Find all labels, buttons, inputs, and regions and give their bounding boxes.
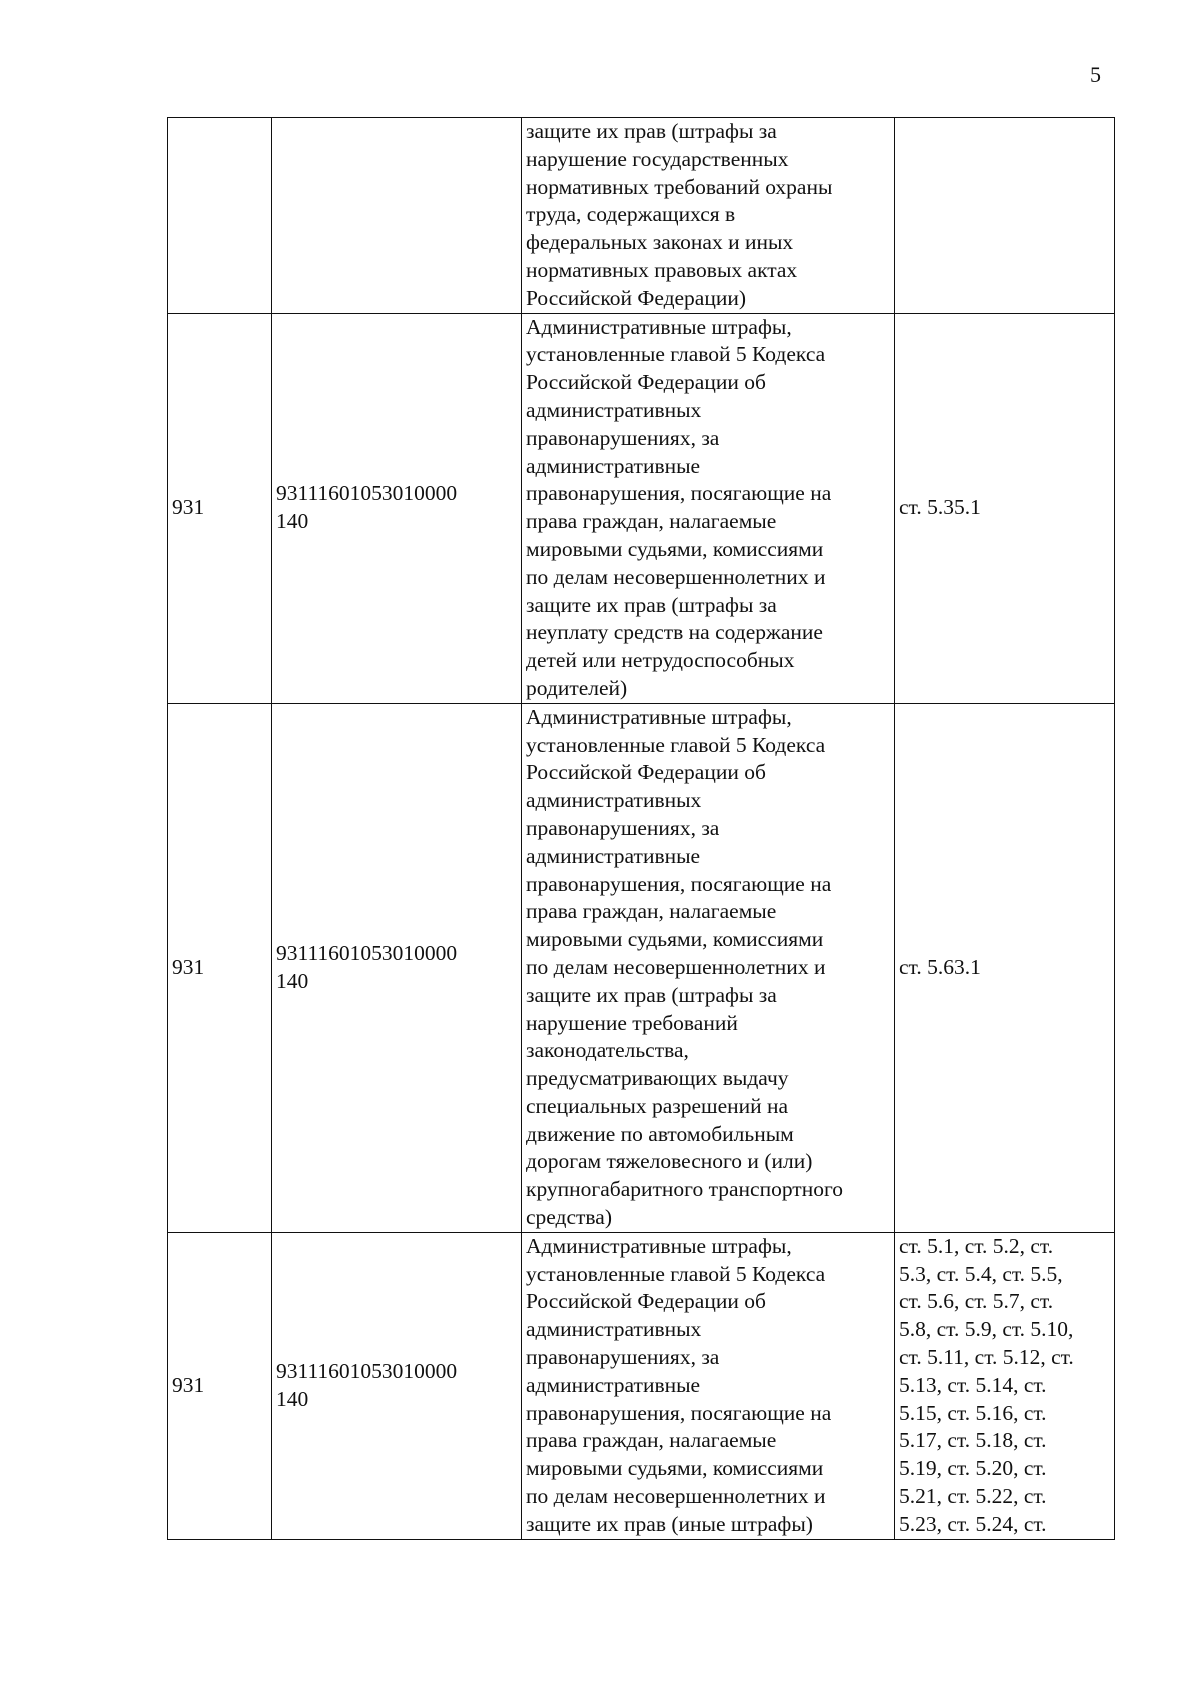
admin-code-cell: 931 xyxy=(168,313,272,703)
description-cell xyxy=(522,1232,895,1539)
description-line: права граждан, налагаемые xyxy=(526,899,777,924)
article-line: 5.15, ст. 5.16, ст. xyxy=(899,1400,1047,1425)
description-line: нормативных требований охраны xyxy=(526,174,833,199)
description-line: права граждан, налагаемые xyxy=(526,509,777,534)
description-line: федеральных законах и иных xyxy=(526,230,794,255)
article-line: 5.3, ст. 5.4, ст. 5.5, xyxy=(899,1261,1063,1286)
description-line: защите их прав (штрафы за xyxy=(526,119,777,143)
article-line: 5.13, ст. 5.14, ст. xyxy=(899,1372,1047,1397)
article-line: ст. 5.6, ст. 5.7, ст. xyxy=(899,1289,1054,1314)
description-line: Административные штрафы, xyxy=(526,314,792,339)
admin-code-cell: 931 xyxy=(168,1232,272,1539)
description-line: административные xyxy=(526,1372,701,1397)
description-line: специальных разрешений на xyxy=(526,1093,789,1118)
description-line: права граждан, налагаемые xyxy=(526,1428,777,1453)
description-line: мировыми судьями, комиссиями xyxy=(526,1456,824,1481)
description-line: крупногабаритного транспортного xyxy=(526,1177,843,1202)
budget-code-line: 140 xyxy=(276,509,309,534)
table-row xyxy=(168,703,1115,1232)
description-line: неуплату средств на содержание xyxy=(526,620,823,645)
article-line: ст. 5.63.1 xyxy=(899,954,981,979)
description-line: правонарушениях, за xyxy=(526,1345,720,1370)
description-cell xyxy=(522,313,895,703)
budget-code-cell xyxy=(272,1232,522,1539)
description-line: административные xyxy=(526,843,701,868)
budget-codes-table xyxy=(167,117,1115,1540)
article-cell xyxy=(895,1232,1115,1539)
article-line: 5.19, ст. 5.20, ст. xyxy=(899,1456,1047,1481)
description-line: по делам несовершеннолетних и xyxy=(526,954,826,979)
article-line: 5.21, ст. 5.22, ст. xyxy=(899,1484,1047,1509)
description-line: средства) xyxy=(526,1205,612,1230)
description-line: дорогам тяжеловесного и (или) xyxy=(526,1149,813,1174)
description-line: Российской Федерации) xyxy=(526,285,747,310)
description-line: защите их прав (штрафы за xyxy=(526,982,777,1007)
description-line: защите их прав (иные штрафы) xyxy=(526,1511,813,1536)
budget-code-line: 93111601053010000 xyxy=(276,481,458,506)
table-row xyxy=(168,1232,1115,1539)
article-line: ст. 5.1, ст. 5.2, ст. xyxy=(899,1233,1054,1258)
budget-code-cell xyxy=(272,313,522,703)
article-line: 5.17, ст. 5.18, ст. xyxy=(899,1428,1047,1453)
budget-code-line: 140 xyxy=(276,1386,309,1411)
description-line: правонарушениях, за xyxy=(526,425,720,450)
description-line: Административные штрафы, xyxy=(526,704,792,729)
budget-code-line: 140 xyxy=(276,968,309,993)
description-line: установленные главой 5 Кодекса xyxy=(526,732,826,757)
description-line: Административные штрафы, xyxy=(526,1233,792,1258)
description-line: мировыми судьями, комиссиями xyxy=(526,536,824,561)
description-line: административных xyxy=(526,788,702,813)
page-number: 5 xyxy=(1090,62,1101,87)
description-line: законодательства, xyxy=(526,1038,689,1063)
description-cell xyxy=(522,118,895,314)
description-line: детей или нетрудоспособных xyxy=(526,648,795,673)
budget-code-cell xyxy=(272,703,522,1232)
description-line: движение по автомобильным xyxy=(526,1121,794,1146)
description-line: Российской Федерации об xyxy=(526,370,766,395)
description-line: Российской Федерации об xyxy=(526,1289,766,1314)
budget-code-cell xyxy=(272,118,522,314)
description-line: правонарушениях, за xyxy=(526,815,720,840)
description-line: нормативных правовых актах xyxy=(526,257,798,282)
table-body xyxy=(168,118,1115,1540)
article-line: ст. 5.11, ст. 5.12, ст. xyxy=(899,1345,1074,1370)
article-line: 5.23, ст. 5.24, ст. xyxy=(899,1511,1047,1536)
budget-code-line: 93111601053010000 xyxy=(276,1358,458,1383)
description-line: правонарушения, посягающие на xyxy=(526,481,832,506)
description-line: административных xyxy=(526,1317,702,1342)
description-line: установленные главой 5 Кодекса xyxy=(526,1261,826,1286)
description-line: нарушение требований xyxy=(526,1010,738,1035)
article-cell xyxy=(895,313,1115,703)
description-line: защите их прав (штрафы за xyxy=(526,592,777,617)
description-line: установленные главой 5 Кодекса xyxy=(526,342,826,367)
description-line: предусматривающих выдачу xyxy=(526,1066,789,1091)
description-line: административные xyxy=(526,453,701,478)
budget-code-line: 93111601053010000 xyxy=(276,941,458,965)
admin-code-cell: 931 xyxy=(168,703,272,1232)
description-line: нарушение государственных xyxy=(526,146,789,171)
article-line: ст. 5.35.1 xyxy=(899,495,981,520)
article-cell xyxy=(895,703,1115,1232)
description-line: правонарушения, посягающие на xyxy=(526,871,832,896)
description-line: административных xyxy=(526,397,702,422)
article-line: 5.8, ст. 5.9, ст. 5.10, xyxy=(899,1317,1074,1342)
description-line: родителей) xyxy=(526,675,628,700)
description-line: мировыми судьями, комиссиями xyxy=(526,927,824,952)
admin-code-cell xyxy=(168,118,272,314)
description-line: по делам несовершеннолетних и xyxy=(526,1484,826,1509)
table-row xyxy=(168,313,1115,703)
article-cell xyxy=(895,118,1115,314)
description-line: труда, содержащихся в xyxy=(526,202,736,227)
description-line: правонарушения, посягающие на xyxy=(526,1400,832,1425)
table-row xyxy=(168,118,1115,314)
description-cell xyxy=(522,703,895,1232)
description-line: по делам несовершеннолетних и xyxy=(526,564,826,589)
description-line: Российской Федерации об xyxy=(526,760,766,785)
